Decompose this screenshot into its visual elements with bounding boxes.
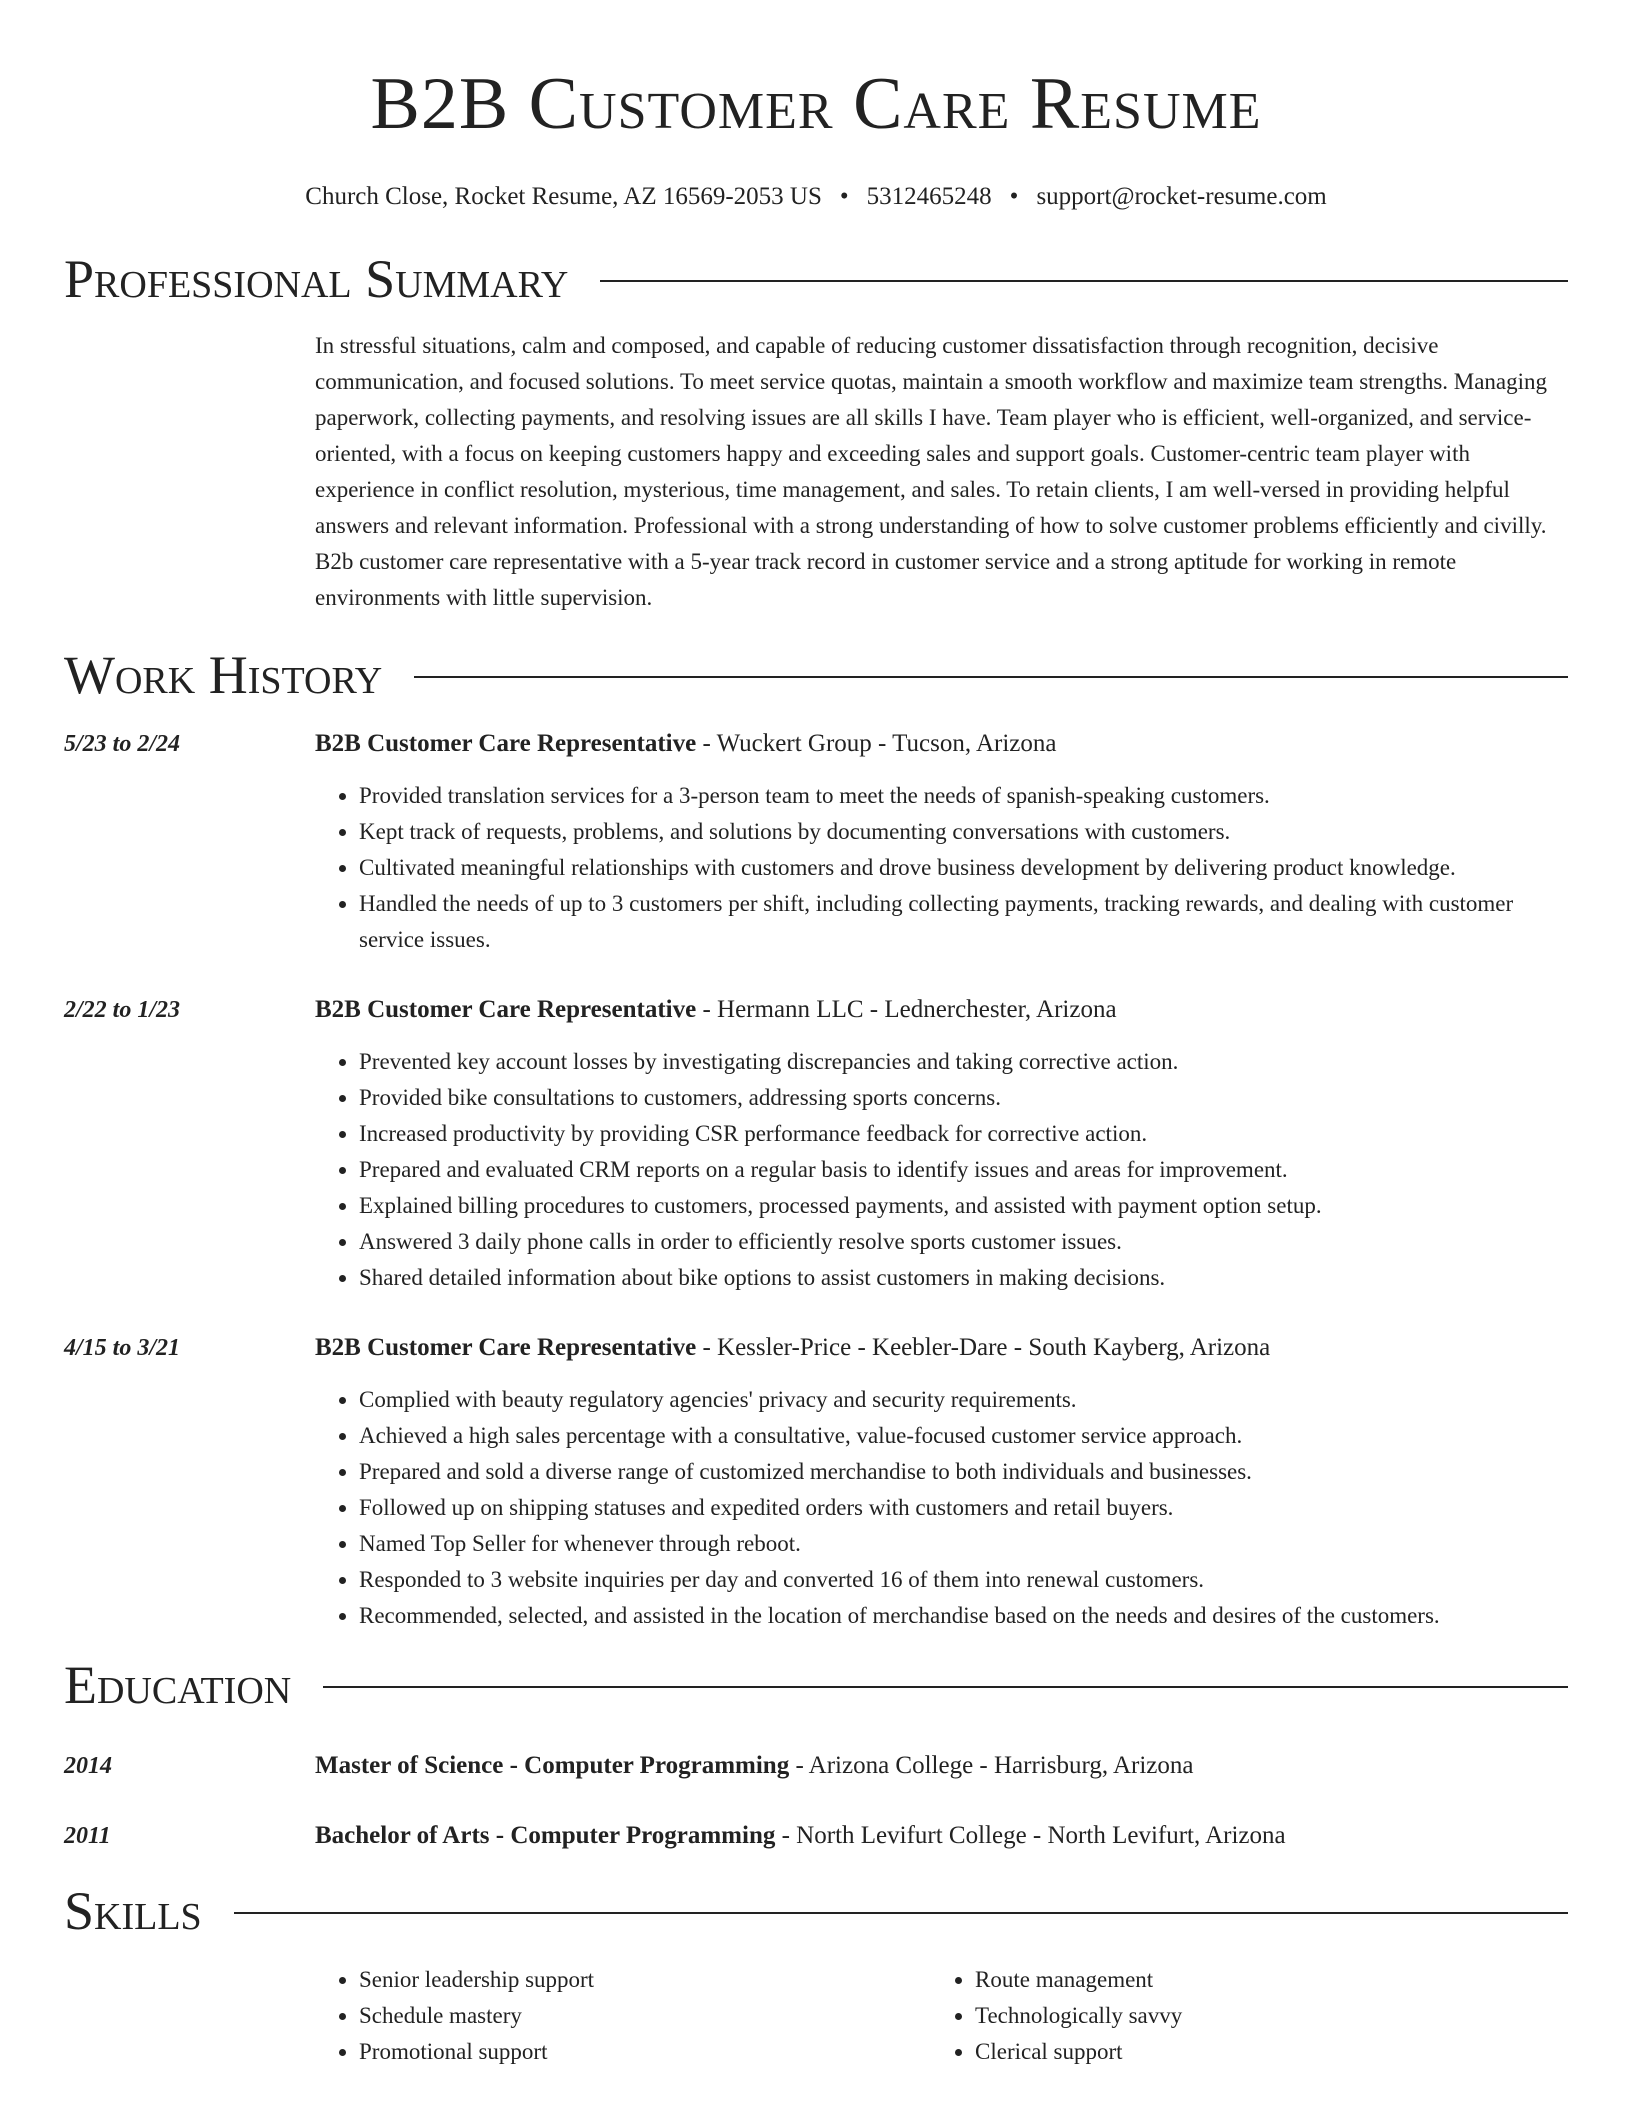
- work-bullet: • Responded to 3 website inquiries per day and converted 16 of them into renewal customers.: [359, 1562, 1568, 1598]
- work-bullet-list: [315, 1382, 1568, 1634]
- contact-separator: •: [839, 183, 849, 210]
- skill-item: • Route management: [975, 1962, 1547, 1998]
- job-title: B2B Customer Care Representative: [315, 1334, 697, 1361]
- education-entry: [64, 1818, 1568, 1854]
- work-bullet: • Provided bike consultations to customers, addressing sports concerns.: [359, 1080, 1568, 1116]
- work-entry-main: [315, 726, 1568, 958]
- job-details: - Kessler-Price - Keebler-Dare - South Kayberg, Arizona: [696, 1334, 1271, 1361]
- skill-item: • Clerical support: [975, 2034, 1547, 2070]
- skills-list: [315, 1962, 1568, 2070]
- school-details: - North Levifurt College - North Levifurt, Arizona: [775, 1822, 1286, 1849]
- work-bullet: • Cultivated meaningful relationships with customers and drove business development by delivering product knowledge.: [359, 850, 1568, 886]
- skills-heading: Skills: [64, 1881, 202, 1941]
- work-bullet: • Named Top Seller for whenever through reboot.: [359, 1526, 1568, 1562]
- work-entry-header: [315, 1330, 1568, 1366]
- education-year: 2011: [64, 1823, 111, 1849]
- job-details: - Wuckert Group - Tucson, Arizona: [696, 730, 1057, 757]
- work-entry: [64, 992, 1568, 1296]
- skills-section-heading: [64, 1878, 1568, 1944]
- skill-item: • Senior leadership support: [359, 1962, 931, 1998]
- work-bullet: • Shared detailed information about bike options to assist customers in making decisions.: [359, 1260, 1568, 1296]
- resume-title: B2B Customer Care Resume: [370, 63, 1262, 145]
- work-entry-header: [315, 992, 1568, 1028]
- contact-separator: •: [1009, 183, 1019, 210]
- work-heading: Work History: [64, 645, 383, 705]
- work-bullet: • Answered 3 daily phone calls in order to efficiently resolve sports customer issues.: [359, 1224, 1568, 1260]
- work-dates: 4/15 to 3/21: [64, 1335, 181, 1361]
- degree-title: Bachelor of Arts - Computer Programming: [315, 1822, 776, 1849]
- school-details: - Arizona College - Harrisburg, Arizona: [789, 1752, 1194, 1779]
- work-entry: [64, 726, 1568, 958]
- education-section-heading: [64, 1652, 1568, 1718]
- education-year: 2014: [64, 1753, 112, 1779]
- work-bullet: • Handled the needs of up to 3 customers per shift, including collecting payments, tracking rewards, and dealing with customer service issues.: [359, 886, 1568, 958]
- work-entry: [64, 1330, 1568, 1634]
- job-title: B2B Customer Care Representative: [315, 730, 697, 757]
- education-heading: Education: [64, 1655, 292, 1715]
- skill-item: • Promotional support: [359, 2034, 931, 2070]
- skill-item: • Schedule mastery: [359, 1998, 931, 2034]
- work-bullet: • Kept track of requests, problems, and solutions by documenting conversations with customers.: [359, 814, 1568, 850]
- contact-line: [64, 180, 1568, 214]
- summary-section-heading: [64, 246, 1568, 312]
- section-divider: [414, 676, 1568, 678]
- degree-title: Master of Science - Computer Programming: [315, 1752, 790, 1779]
- work-bullet: • Increased productivity by providing CSR performance feedback for corrective action.: [359, 1116, 1568, 1152]
- summary-text: In stressful situations, calm and composed, and capable of reducing customer dissatisfaction through recognition, decisive communication, and focused solutions. To meet service quotas, maintain a smooth workflow and maximize team strengths. Managing paperwork, collecting payments, and resolving issues are all skills I have. Team player who is efficient, well-organized, and service-oriented, with a focus on keeping customers happy and exceeding sales and support goals. Customer-centric team player with experience in conflict resolution, mysterious, time management, and sales. To retain clients, I am well-versed in providing helpful answers and relevant information. Professional with a strong understanding of how to solve customer problems efficiently and civilly. B2b customer care representative with a 5-year track record in customer service and a strong aptitude for working in remote environments with little supervision.: [315, 333, 1548, 610]
- job-title: B2B Customer Care Representative: [315, 996, 697, 1023]
- job-details: - Hermann LLC - Lednerchester, Arizona: [696, 996, 1117, 1023]
- skills-column-right: [931, 1962, 1547, 2070]
- work-bullet-list: [315, 778, 1568, 958]
- education-entry-header: [315, 1748, 1568, 1784]
- section-divider: [234, 1912, 1568, 1914]
- work-entry-main: [315, 1330, 1568, 1634]
- work-bullet: • Followed up on shipping statuses and expedited orders with customers and retail buyers.: [359, 1490, 1568, 1526]
- work-dates: 2/22 to 1/23: [64, 997, 181, 1023]
- work-entry-main: [315, 992, 1568, 1296]
- contact-email: support@rocket-resume.com: [1036, 183, 1327, 210]
- work-dates: 5/23 to 2/24: [64, 731, 181, 757]
- skill-item: • Technologically savvy: [975, 1998, 1547, 2034]
- work-bullet: • Achieved a high sales percentage with a consultative, value-focused customer service approach.: [359, 1418, 1568, 1454]
- education-entry: [64, 1748, 1568, 1784]
- work-entry-header: [315, 726, 1568, 762]
- work-bullet: • Prepared and sold a diverse range of customized merchandise to both individuals and businesses.: [359, 1454, 1568, 1490]
- section-divider: [600, 280, 1568, 282]
- work-bullet: • Recommended, selected, and assisted in the location of merchandise based on the needs and desires of the customers.: [359, 1598, 1568, 1634]
- work-bullet: • Prepared and evaluated CRM reports on a regular basis to identify issues and areas for improvement.: [359, 1152, 1568, 1188]
- work-bullet: • Complied with beauty regulatory agencies' privacy and security requirements.: [359, 1382, 1568, 1418]
- contact-address: Church Close, Rocket Resume, AZ 16569-2053 US: [305, 183, 822, 210]
- work-bullet: • Provided translation services for a 3-person team to meet the needs of spanish-speaking customers.: [359, 778, 1568, 814]
- work-bullet: • Explained billing procedures to customers, processed payments, and assisted with payment option setup.: [359, 1188, 1568, 1224]
- work-section-heading: [64, 642, 1568, 708]
- section-divider: [323, 1686, 1568, 1688]
- summary-heading: Professional Summary: [64, 249, 569, 309]
- work-bullet-list: [315, 1044, 1568, 1296]
- work-bullet: • Prevented key account losses by investigating discrepancies and taking corrective action.: [359, 1044, 1568, 1080]
- contact-phone: 5312465248: [866, 183, 992, 210]
- skills-column-left: [315, 1962, 931, 2070]
- education-entry-header: [315, 1818, 1568, 1854]
